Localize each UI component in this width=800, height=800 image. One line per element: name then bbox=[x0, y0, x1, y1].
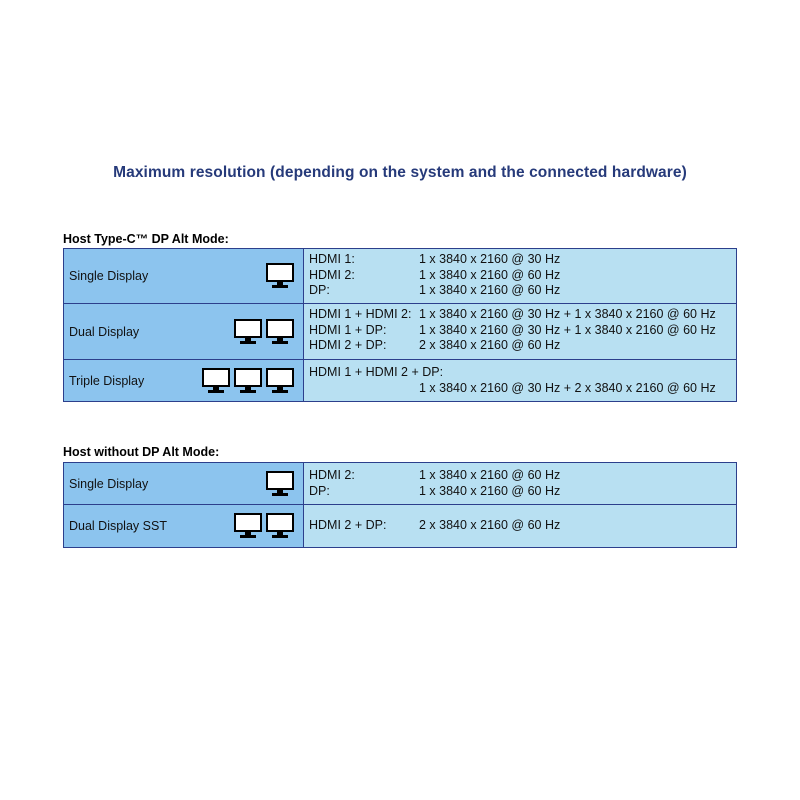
row-label: Dual Display SST bbox=[69, 519, 167, 533]
monitor-icon-group bbox=[266, 471, 294, 497]
port-label: DP: bbox=[309, 283, 330, 297]
port-label: HDMI 2 + DP: bbox=[309, 338, 387, 352]
port-label: HDMI 2: bbox=[309, 468, 355, 482]
resolution-value: 2 x 3840 x 2160 @ 60 Hz bbox=[419, 518, 561, 533]
section-heading-dp-alt-mode: Host Type-C™ DP Alt Mode: bbox=[63, 232, 229, 246]
resolution-value: 1 x 3840 x 2160 @ 60 Hz bbox=[419, 267, 561, 282]
monitor-icon-group bbox=[202, 368, 294, 394]
table-row-dual-display-sst bbox=[64, 504, 736, 547]
monitor-icon bbox=[266, 368, 294, 394]
detail-line bbox=[309, 484, 736, 500]
detail-line bbox=[309, 307, 736, 323]
monitor-icon bbox=[234, 368, 262, 394]
monitor-icon bbox=[234, 513, 262, 539]
monitor-icon bbox=[266, 263, 294, 289]
detail-line bbox=[309, 468, 736, 484]
row-detail-cell bbox=[304, 463, 736, 504]
resolution-value: 1 x 3840 x 2160 @ 60 Hz bbox=[419, 483, 561, 498]
monitor-icon bbox=[266, 471, 294, 497]
port-label: HDMI 1: bbox=[309, 252, 355, 266]
row-detail-cell bbox=[304, 304, 736, 359]
resolution-value: 1 x 3840 x 2160 @ 30 Hz + 1 x 3840 x 2160 @ 60 Hz bbox=[419, 307, 716, 321]
row-label-cell bbox=[64, 304, 304, 359]
resolution-value: 1 x 3840 x 2160 @ 30 Hz bbox=[419, 252, 561, 266]
monitor-icon bbox=[266, 319, 294, 345]
monitor-icon-group bbox=[234, 513, 294, 539]
row-label-cell bbox=[64, 505, 304, 547]
port-label: HDMI 1 + HDMI 2 + DP: bbox=[309, 365, 444, 379]
port-label: HDMI 1 + DP: bbox=[309, 322, 387, 337]
monitor-icon bbox=[266, 513, 294, 539]
row-label: Triple Display bbox=[69, 373, 145, 388]
port-label: HDMI 2 + DP: bbox=[309, 518, 387, 533]
row-detail-cell bbox=[304, 505, 736, 547]
row-detail-cell bbox=[304, 360, 736, 401]
row-label: Single Display bbox=[69, 269, 149, 283]
row-label: Single Display bbox=[69, 476, 149, 491]
table-row-single-display bbox=[64, 249, 736, 303]
port-label: HDMI 1 + HDMI 2: bbox=[309, 307, 412, 321]
detail-line bbox=[309, 283, 736, 299]
table-row-dual-display bbox=[64, 303, 736, 359]
port-label: DP: bbox=[309, 483, 330, 498]
resolution-table-dp-alt-mode bbox=[63, 248, 737, 402]
row-label-cell bbox=[64, 360, 304, 401]
row-label-cell bbox=[64, 249, 304, 303]
detail-line bbox=[309, 252, 736, 268]
table-row-triple-display bbox=[64, 359, 736, 401]
resolution-value: 1 x 3840 x 2160 @ 30 Hz + 1 x 3840 x 2160 @ 60 Hz bbox=[419, 322, 716, 337]
row-detail-cell bbox=[304, 249, 736, 303]
resolution-value: 1 x 3840 x 2160 @ 60 Hz bbox=[419, 468, 561, 482]
row-label-cell bbox=[64, 463, 304, 504]
section-heading-no-dp-alt-mode: Host without DP Alt Mode: bbox=[63, 445, 220, 459]
row-label: Dual Display bbox=[69, 324, 140, 339]
detail-line bbox=[309, 338, 736, 354]
table-row-single-display bbox=[64, 463, 736, 504]
detail-line bbox=[309, 518, 736, 534]
monitor-icon bbox=[234, 319, 262, 345]
port-label: HDMI 2: bbox=[309, 267, 355, 282]
page-title: Maximum resolution (depending on the system and the connected hardware) bbox=[113, 164, 687, 181]
resolution-value: 2 x 3840 x 2160 @ 60 Hz bbox=[419, 338, 561, 352]
detail-line bbox=[309, 323, 736, 339]
detail-line bbox=[309, 268, 736, 284]
monitor-icon-group bbox=[234, 319, 294, 345]
resolution-value: 1 x 3840 x 2160 @ 30 Hz + 2 x 3840 x 2160 @ 60 Hz bbox=[419, 380, 716, 395]
resolution-value: 1 x 3840 x 2160 @ 60 Hz bbox=[419, 283, 561, 297]
resolution-table-no-dp-alt-mode bbox=[63, 462, 737, 548]
monitor-icon bbox=[202, 368, 230, 394]
monitor-icon-group bbox=[266, 263, 294, 289]
